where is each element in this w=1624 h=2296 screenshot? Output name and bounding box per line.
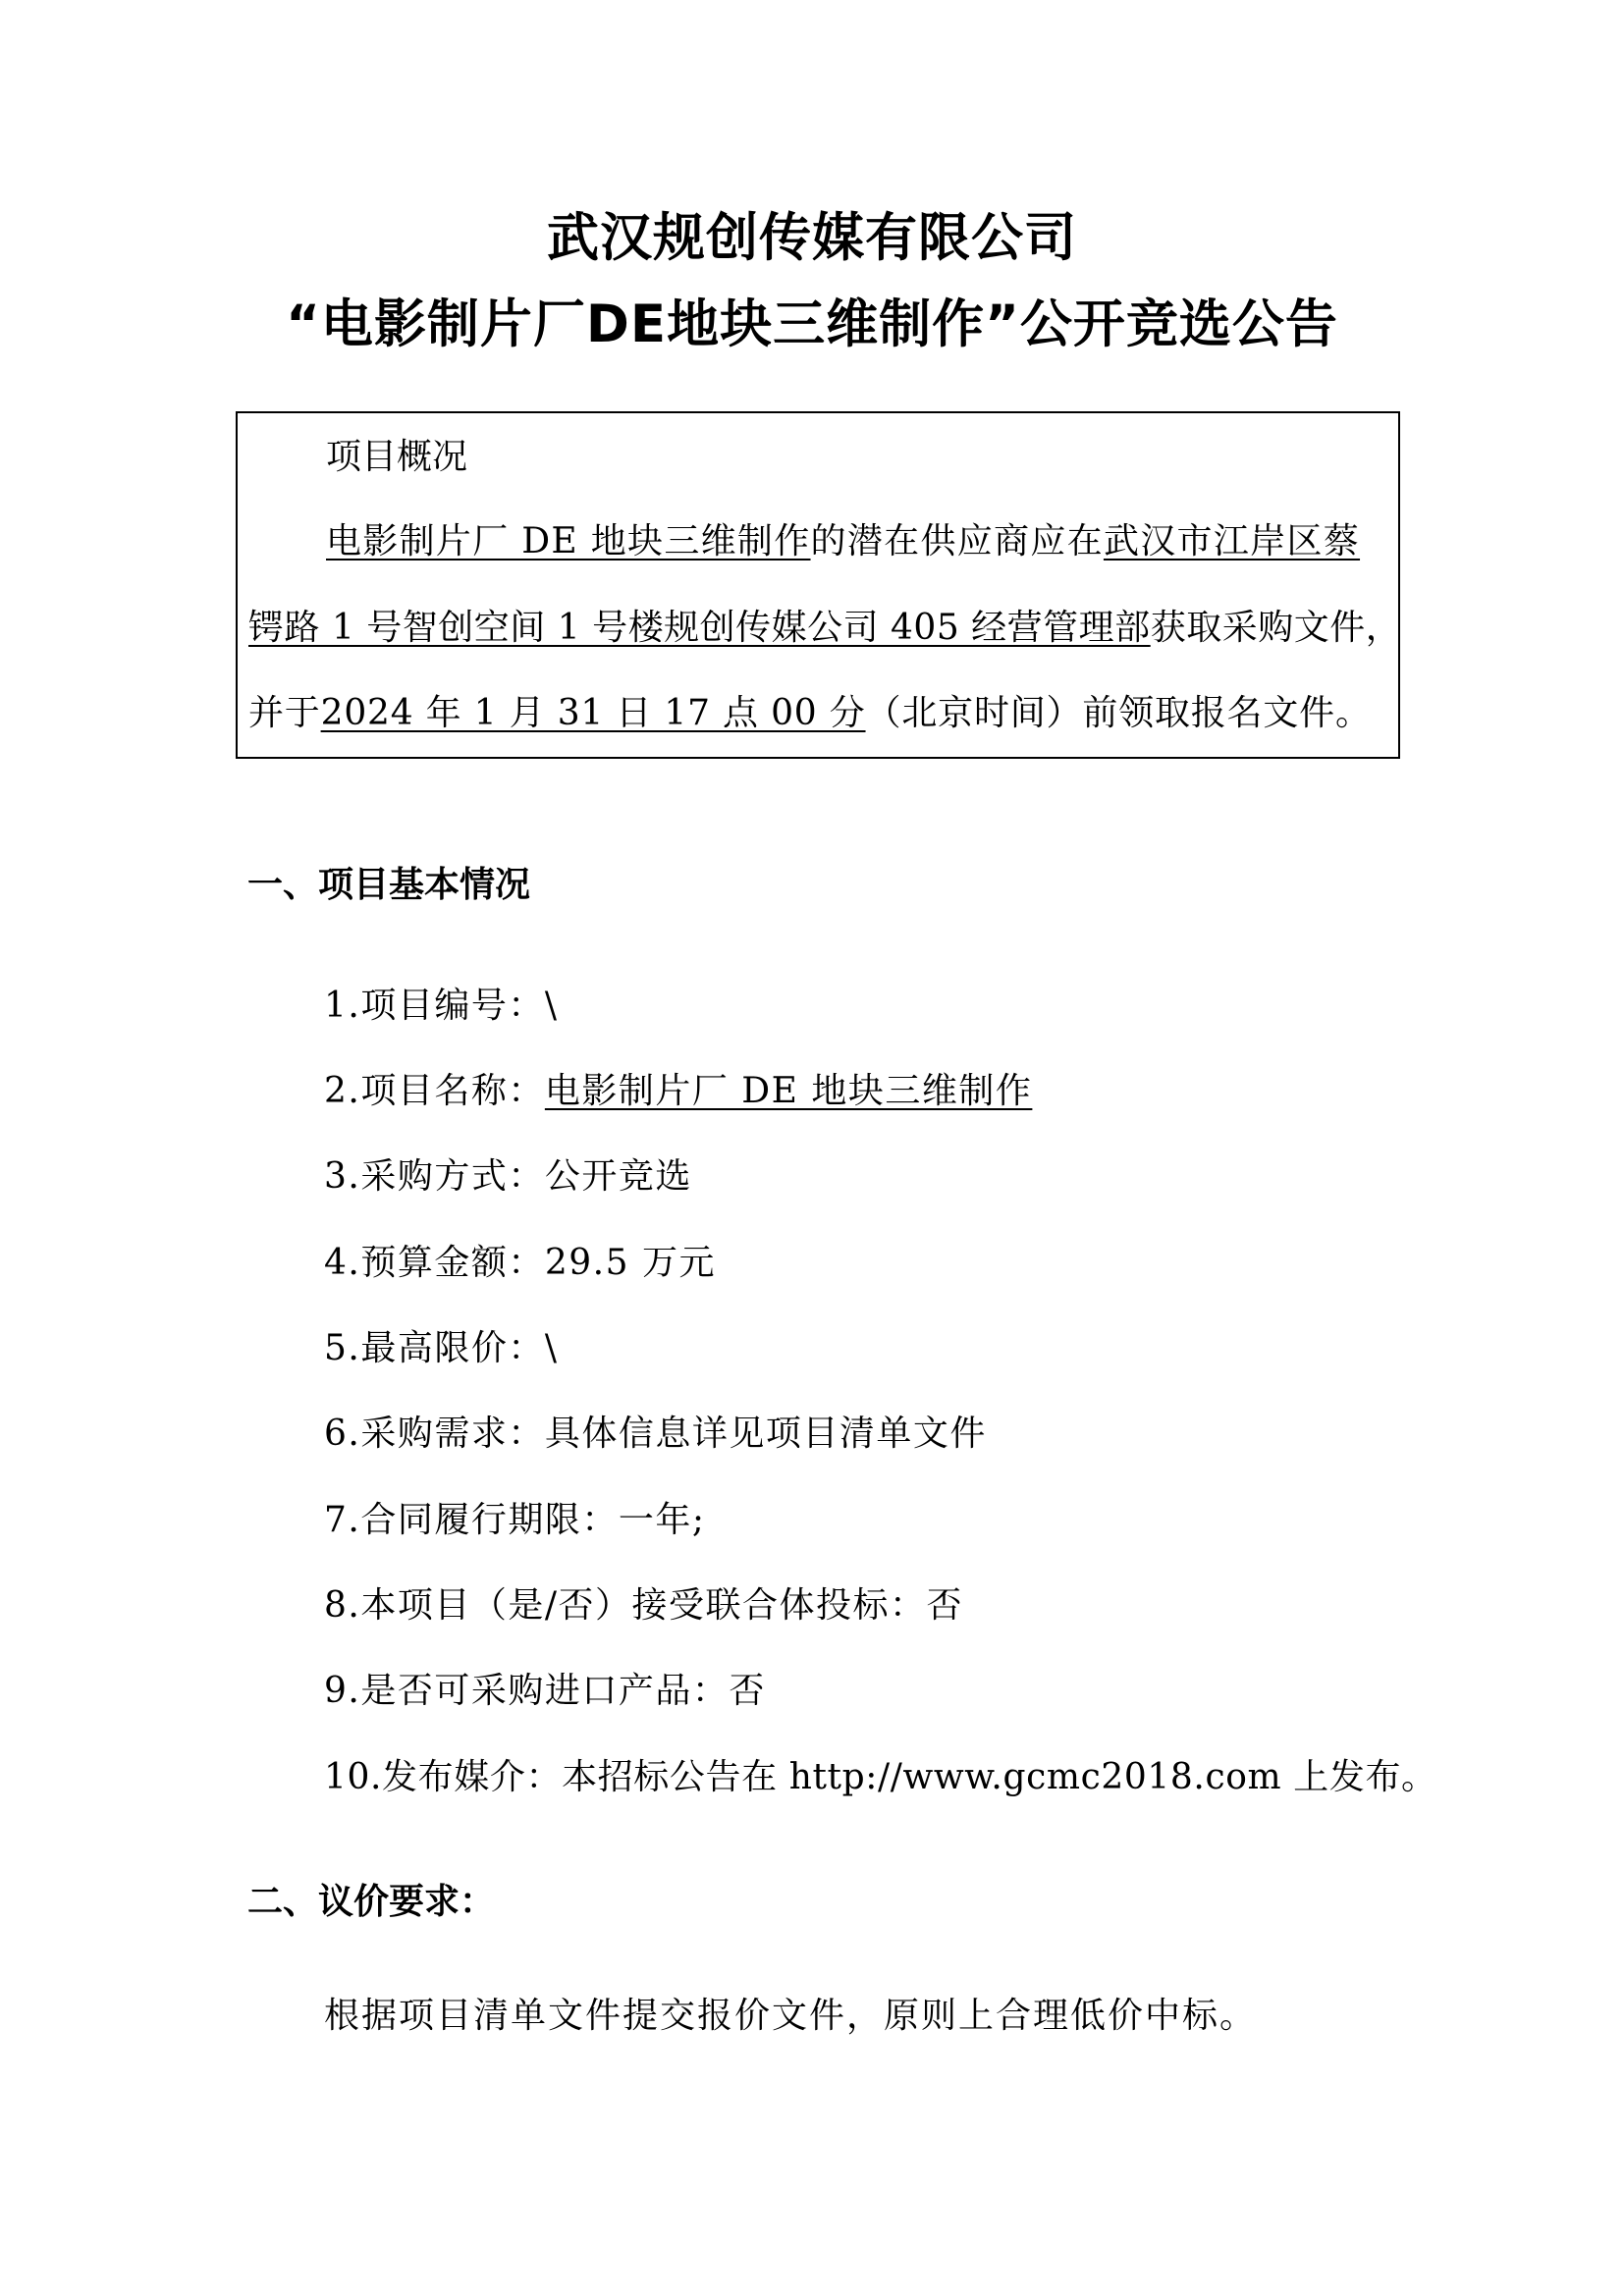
overview-suffix: （北京时间）前领取报名文件。 — [865, 693, 1372, 733]
item-value: 公开竞选 — [544, 1156, 692, 1197]
item-value: 一年; — [618, 1500, 706, 1540]
item-label: 8.本项目（是/否）接受联合体投标： — [324, 1585, 927, 1626]
overview-heading: 项目概况 — [326, 437, 468, 477]
item-label: 1.项目编号： — [324, 986, 545, 1026]
overview-line-1 — [326, 518, 1360, 565]
list-item-procurement-method — [324, 1153, 692, 1201]
list-item-imported-products — [324, 1668, 766, 1715]
document-title-announcement: “电影制片厂DE地块三维制作”公开竞选公告 — [286, 294, 1338, 354]
overview-line-2 — [248, 605, 1401, 652]
overview-deadline: 2024 年 1 月 31 日 17 点 00 分 — [320, 693, 866, 733]
document-title-company: 武汉规创传媒有限公司 — [547, 208, 1077, 268]
section-heading-basic-info: 一、项目基本情况 — [247, 865, 531, 905]
item-value: 否 — [926, 1585, 963, 1626]
overview-prefix: 并于 — [248, 693, 321, 733]
item-value: 具体信息详见项目清单文件 — [544, 1414, 987, 1454]
project-overview-box — [236, 411, 1400, 759]
item-label: 3.采购方式： — [324, 1156, 545, 1197]
item-label: 4.预算金额： — [324, 1243, 545, 1283]
list-item-requirements — [324, 1411, 987, 1458]
item-value: 本招标公告在 http://www.gcmc2018.com 上发布。 — [562, 1757, 1437, 1797]
list-item-publication-media — [324, 1754, 1437, 1801]
list-item-budget — [324, 1240, 716, 1287]
list-item-project-number — [324, 983, 559, 1030]
list-item-consortium-bid — [324, 1582, 963, 1629]
item-label: 9.是否可采购进口产品： — [324, 1671, 730, 1711]
list-item-project-name — [324, 1068, 1032, 1115]
item-value: 否 — [729, 1671, 766, 1711]
item-value: \ — [544, 986, 559, 1026]
overview-action: 获取采购文件， — [1150, 608, 1402, 648]
overview-address-part2: 锷路 1 号智创空间 1 号楼规创传媒公司 405 经营管理部 — [248, 608, 1151, 648]
pricing-requirement-text: 根据项目清单文件提交报价文件，原则上合理低价中标。 — [324, 1996, 1258, 2036]
item-label: 7.合同履行期限： — [324, 1500, 619, 1540]
overview-address-part1: 武汉市江岸区蔡 — [1103, 521, 1361, 561]
list-item-max-price — [324, 1325, 559, 1372]
overview-line-3 — [248, 690, 1372, 737]
item-label: 10.发布媒介： — [324, 1757, 563, 1797]
item-label: 2.项目名称： — [324, 1071, 545, 1111]
item-label: 5.最高限价： — [324, 1328, 545, 1368]
item-value: \ — [544, 1328, 559, 1368]
overview-project-name: 电影制片厂 DE 地块三维制作 — [326, 521, 811, 561]
item-value: 29.5 万元 — [544, 1243, 716, 1283]
item-label: 6.采购需求： — [324, 1414, 545, 1454]
list-item-contract-period — [324, 1497, 706, 1544]
item-value: 电影制片厂 DE 地块三维制作 — [544, 1071, 1033, 1111]
overview-connector: 的潜在供应商应在 — [810, 521, 1104, 561]
section-heading-pricing: 二、议价要求： — [247, 1882, 496, 1922]
